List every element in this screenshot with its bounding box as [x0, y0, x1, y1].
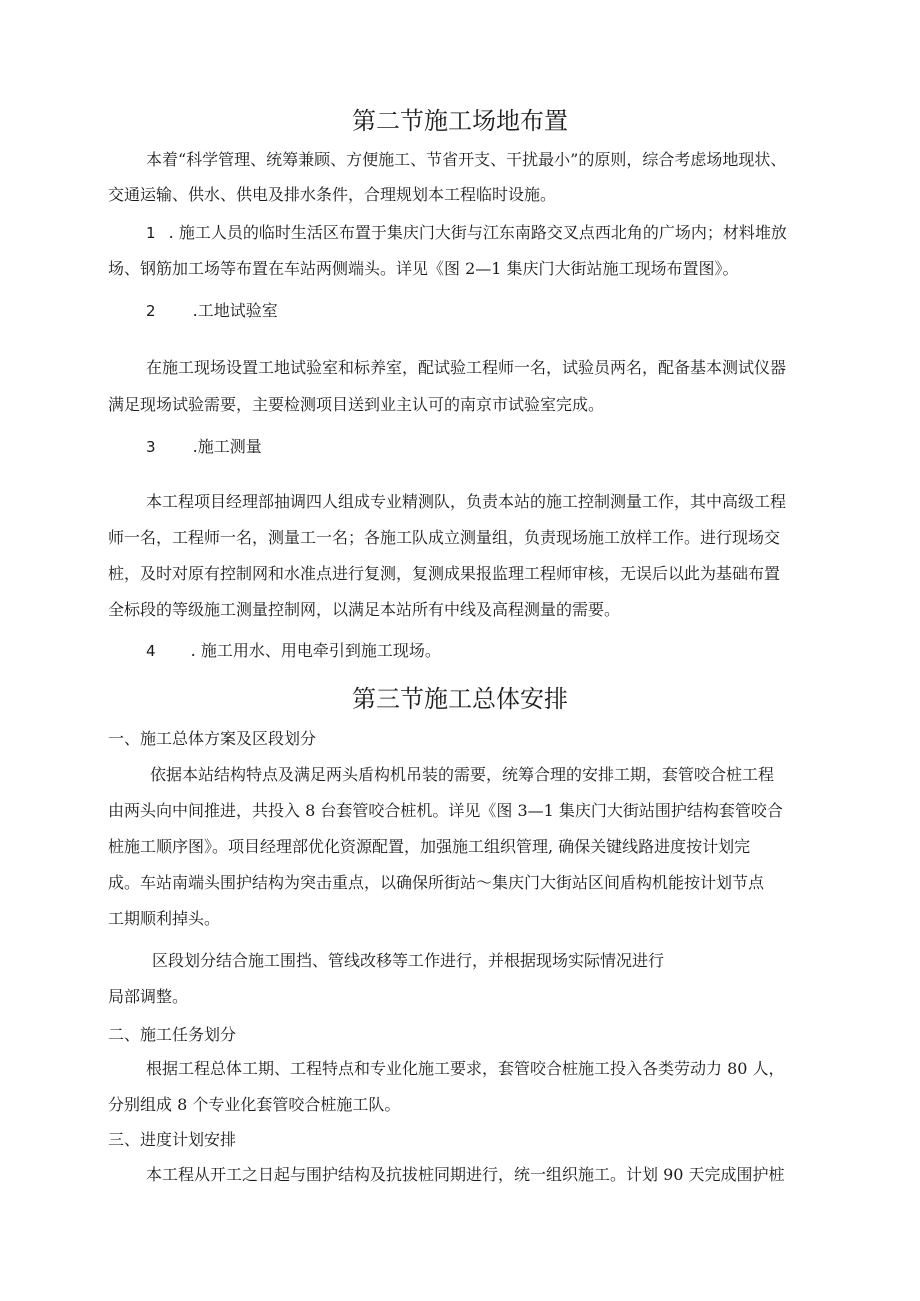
part1-para1-line-2: 由两头向中间推进，共投入 8 台套管咬合桩机。详见《图 3—1 集庆门大街站围护结构套管咬合 [108, 801, 783, 820]
part2-para-line-2: 分别组成 8 个专业化套管咬合桩施工队。 [108, 1095, 401, 1114]
item2-heading [146, 300, 278, 322]
item2-number: 2 [146, 302, 156, 320]
part3-para-line-1: 本工程从开工之日起与围护结构及抗拔桩同期进行，统一组织施工。计划 90 天完成围护桩 [146, 1165, 785, 1184]
item3-body-line-2: 师一名，工程师一名，测量工一名；各施工队成立测量组，负责现场施工放样工作。进行现场交 [108, 528, 781, 547]
item2-body-line-1: 在施工现场设置工地试验室和标养室，配试验工程师一名，试验员两名，配备基本测试仪器 [146, 358, 787, 377]
item3-body-line-4: 全标段的等级施工测量控制网，以满足本站所有中线及高程测量的需要。 [108, 600, 621, 619]
section3-title: 第三节施工总体安排 [352, 685, 568, 713]
part3-heading: 三、进度计划安排 [108, 1130, 237, 1149]
item3-heading [146, 436, 262, 458]
item3-title: .施工测量 [192, 437, 262, 456]
item1-text-1: . 施工人员的临时生活区布置于集庆门大街与江东南路交叉点西北角的广场内；材料堆放 [168, 223, 787, 242]
part1-para1-line-4: 成。车站南端头围护结构为突击重点，以确保所街站～集庆门大街站区间盾构机能按计划节点 [108, 873, 765, 892]
part1-para1-line-3: 桩施工顺序图》。项目经理部优化资源配置，加强施工组织管理, 确保关键线路进度按计划完 [108, 837, 751, 856]
part1-para1-line-1: 依据本站结构特点及满足两头盾构机吊装的需要，统筹合理的安排工期，套管咬合桩工程 [150, 765, 775, 784]
section2-intro-line-1: 本着“科学管理、统筹兼顾、方便施工、节省开支、干扰最小”的原则，综合考虑场地现状、 [146, 150, 787, 169]
part2-para-line-1: 根据工程总体工期、工程特点和专业化施工要求，套管咬合桩施工投入各类劳动力 80 人， [146, 1059, 785, 1078]
item4-line [146, 640, 441, 662]
item1-line-1 [146, 222, 787, 244]
item4-number: 4 [146, 642, 156, 660]
part2-heading: 二、施工任务划分 [108, 1025, 237, 1044]
item3-number: 3 [146, 438, 156, 456]
part1-para2-line-2: 局部调整。 [108, 987, 189, 1006]
item1-number: 1 [146, 224, 156, 242]
section2-title: 第二节施工场地布置 [352, 107, 568, 135]
part1-heading: 一、施工总体方案及区段划分 [108, 729, 317, 748]
part1-para1-line-5: 工期顺利掉头。 [108, 909, 221, 928]
part1-para2-line-1: 区段划分结合施工围挡、管线改移等工作进行，并根据现场实际情况进行 [152, 951, 665, 970]
item2-title: .工地试验室 [192, 301, 278, 320]
item2-body-line-2: 满足现场试验需要，主要检测项目送到业主认可的南京市试验室完成。 [108, 395, 605, 414]
section2-intro-line-2: 交通运输、供水、供电及排水条件，合理规划本工程临时设施。 [108, 185, 557, 204]
item3-body-line-1: 本工程项目经理部抽调四人组成专业精测队，负责本站的施工控制测量工作，其中高级工程 [146, 492, 787, 511]
item3-body-line-3: 桩，及时对原有控制网和水准点进行复测，复测成果报监理工程师审核，无误后以此为基础布置 [108, 564, 781, 583]
item1-line-2: 场、钢筋加工场等布置在车站两侧端头。详见《图 2—1 集庆门大街站施工现场布置图》。 [108, 259, 739, 278]
item4-title: . 施工用水、用电牵引到施工现场。 [190, 641, 441, 660]
